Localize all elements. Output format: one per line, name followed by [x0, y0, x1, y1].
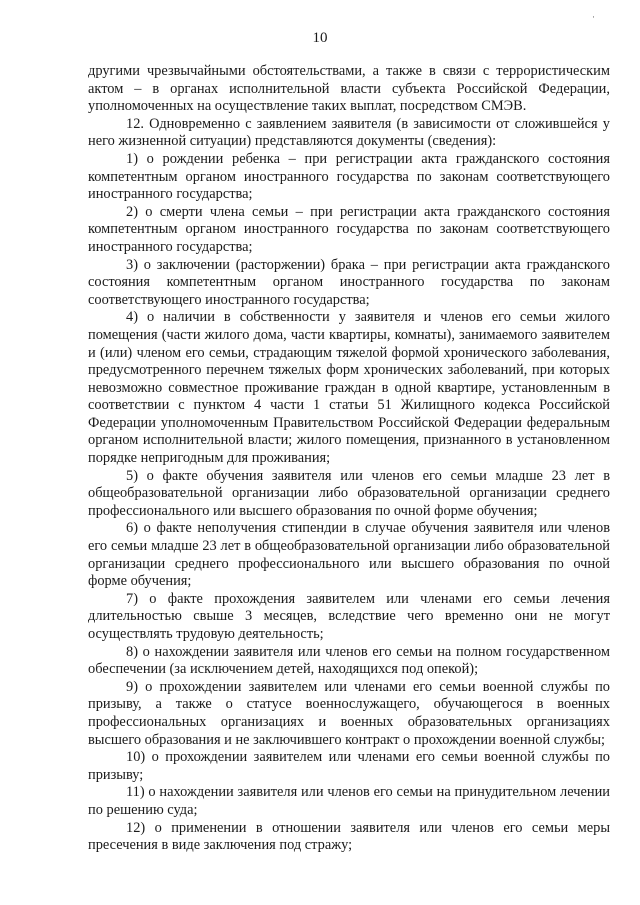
- list-item-11: 11) о нахождении заявителя или членов его семьи на принудительном лечении по решению суда;: [88, 784, 610, 818]
- corner-mark: ·: [592, 12, 595, 22]
- list-item-10: 10) о прохождении заявителем или членами его семьи военной службы по призыву;: [88, 749, 610, 783]
- list-item-2: 2) о смерти члена семьи – при регистрации акта гражданского состояния компетентным органом иностранного государства по законам соответствующего иностранного государства;: [88, 203, 610, 255]
- document-body: [88, 63, 610, 855]
- list-item-1: 1) о рождении ребенка – при регистрации акта гражданского состояния компетентным органом иностранного государства по законам соответствующего иностранного государства;: [88, 150, 610, 203]
- list-item-3: 3) о заключении (расторжении) брака – при регистрации акта гражданского состояния компетентным органом иностранного государства по законам соответствующего иностранного государства;: [88, 256, 610, 308]
- list-item-8: 8) о нахождении заявителя или членов его семьи на полном государственном обеспечении (за исключением детей, находящихся под опекой);: [88, 643, 610, 678]
- list-item-7: 7) о факте прохождения заявителем или членами его семьи лечения длительностью свыше 3 месяцев, вследствие чего временно они не могут осуществлять трудовую деятельность;: [88, 590, 610, 642]
- list-item-6: 6) о факте неполучения стипендии в случае обучения заявителя или членов его семьи младше 23 лет в общеобразовательной организации либо образовательной организации среднего профессионального или высшего образования по очной форме обучения;: [88, 520, 610, 590]
- list-item-4: 4) о наличии в собственности у заявителя и членов его семьи жилого помещения (части жилого дома, части квартиры, комнаты), занимаемого заявителем и (или) членом его семьи, страдающим тяжелой формой хронического заболевания, предусмотренного перечнем тяжелых форм хронических заболеваний, при которых невозможно совместное проживание граждан в одной квартире, установленным в соответствии с пунктом 4 части 1 статьи 51 Жилищного кодекса Российской Федерации уполномоченным Правительством Российской Федерации федеральным органом исполнительной власти; жилого помещения, признанного в установленном порядке непригодным для проживания;: [88, 309, 610, 467]
- list-item-12: 12) о применении в отношении заявителя или членов его семьи меры пресечения в виде заключения под стражу;: [88, 819, 610, 854]
- page-number: 10: [312, 30, 328, 46]
- list-item-9: 9) о прохождении заявителем или членами его семьи военной службы по призыву, а также о статусе военнослужащего, обучающегося в военных профессиональных организациях и военных образовательных организациях высшего образования и не заключившего контракт о прохождении военной службы;: [88, 678, 610, 748]
- paragraph-clause-12: 12. Одновременно с заявлением заявителя (в зависимости от сложившейся у него жизненной ситуации) представляются документы (сведения):: [88, 115, 610, 150]
- paragraph-continuation: другими чрезвычайными обстоятельствами, а также в связи с террористическим актом – в органах исполнительной власти субъекта Российской Федерации, уполномоченных на осуществление таких выплат, посредством СМЭВ.: [88, 63, 610, 115]
- list-item-5: 5) о факте обучения заявителя или членов его семьи младше 23 лет в общеобразовательной организации либо образовательной организации среднего профессионального или высшего образования по очной форме обучения;: [88, 467, 610, 519]
